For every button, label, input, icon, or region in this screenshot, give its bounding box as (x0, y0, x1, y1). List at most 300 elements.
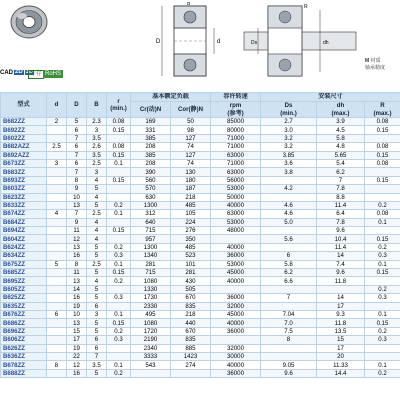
cell-rpm: 53000 (211, 185, 261, 193)
cell-cr: 1080 (131, 277, 171, 285)
cell-rpm: 32000 (211, 302, 261, 310)
cell-D: 9 (67, 185, 87, 193)
cell-d (47, 327, 67, 335)
cell-ds: 7.04 (261, 310, 317, 318)
label-R: R (304, 4, 308, 10)
cell-cor: 98 (171, 126, 211, 134)
cell-R (365, 134, 400, 142)
cell-model[interactable]: B633ZZ (1, 201, 47, 209)
label-Ds: Ds (251, 40, 258, 46)
cell-d (47, 168, 67, 176)
cell-cor: 835 (171, 302, 211, 310)
table-row (1, 168, 400, 176)
cell-model[interactable]: B626ZZ (1, 344, 47, 352)
col-mount: 安装尺寸 (261, 93, 400, 102)
cad-2d: 2D (15, 69, 23, 75)
stock-badge: 库存 (30, 71, 43, 77)
cell-ds: 4.6 (261, 210, 317, 218)
cell-r: 0.2 (107, 277, 131, 285)
cell-ds: 4.6 (261, 201, 317, 209)
cell-dh: 4.5 (317, 126, 365, 134)
cell-D: 12 (67, 235, 87, 243)
cell-dh: 6.2 (317, 168, 365, 176)
cell-R: 0.08 (365, 143, 400, 151)
cell-B: 7 (87, 352, 107, 360)
cell-D: 7 (67, 210, 87, 218)
cell-model[interactable]: B675ZZ (1, 260, 47, 268)
cell-B: 5 (87, 369, 107, 377)
cell-B: 4 (87, 227, 107, 235)
cell-d (47, 369, 67, 377)
cell-R: 0.15 (365, 235, 400, 243)
cell-D: 8 (67, 176, 87, 184)
cell-dh: 11.33 (317, 361, 365, 369)
cell-r: 0.2 (107, 369, 131, 377)
cell-cr: 715 (131, 227, 171, 235)
cell-rpm: 30000 (211, 352, 261, 360)
cell-dh: 14 (317, 294, 365, 302)
cell-d (47, 227, 67, 235)
cell-r: 0.1 (107, 159, 131, 167)
cell-cor: 274 (171, 361, 211, 369)
cell-B: 2.5 (87, 210, 107, 218)
table-row (1, 159, 400, 167)
cell-d (47, 285, 67, 293)
cell-model[interactable]: B674ZZ (1, 210, 47, 218)
cell-dh: 5.65 (317, 151, 365, 159)
cad-label: CAD (0, 70, 13, 77)
cell-d (47, 185, 67, 193)
cell-model[interactable]: B678ZZ (1, 361, 47, 369)
cell-ds: 6.6 (261, 277, 317, 285)
cell-cr: 281 (131, 260, 171, 268)
cell-cor: 885 (171, 344, 211, 352)
cell-dh: 11.4 (317, 201, 365, 209)
cell-R: 0.1 (365, 260, 400, 268)
cell-cr: 640 (131, 218, 171, 226)
cell-model[interactable]: B623ZZ (1, 193, 47, 201)
cell-dh: 20 (317, 352, 365, 360)
cell-ds: 3.85 (261, 151, 317, 159)
table-row (1, 176, 400, 184)
cell-model[interactable]: B685ZZ (1, 269, 47, 277)
cell-d: 5 (47, 260, 67, 268)
cell-r (107, 285, 131, 293)
cell-R: 0.1 (365, 361, 400, 369)
cell-B: 3.5 (87, 134, 107, 142)
cell-model[interactable]: B625ZZ (1, 294, 47, 302)
cell-D: 16 (67, 252, 87, 260)
cell-dh: 13.5 (317, 327, 365, 335)
table-row (1, 201, 400, 209)
cell-d (47, 151, 67, 159)
cell-d (47, 134, 67, 142)
cell-rpm (211, 336, 261, 344)
cell-R: 0.15 (365, 126, 400, 134)
cell-B: 4 (87, 277, 107, 285)
cell-cor: 1423 (171, 352, 211, 360)
cell-cor: 485 (171, 201, 211, 209)
table-row (1, 361, 400, 369)
cell-rpm: 40000 (211, 243, 261, 251)
note-marker: M (365, 58, 370, 64)
cell-cr: 570 (131, 185, 171, 193)
cell-D: 19 (67, 302, 87, 310)
cell-R (365, 352, 400, 360)
table-row (1, 210, 400, 218)
col-load: 基本额定负载 (131, 93, 211, 102)
cell-r: 0.2 (107, 327, 131, 335)
cell-R: 0.15 (365, 151, 400, 159)
cell-B: 2.6 (87, 143, 107, 151)
cell-rpm: 32000 (211, 344, 261, 352)
cell-rpm: 40000 (211, 319, 261, 327)
cell-cr: 385 (131, 151, 171, 159)
col-ds: Ds (min.) (261, 102, 317, 118)
cell-D: 6 (67, 159, 87, 167)
cell-cr: 385 (131, 134, 171, 142)
table-row (1, 269, 400, 277)
cell-R (365, 193, 400, 201)
col-model: 型式 (1, 93, 47, 118)
table-row (1, 260, 400, 268)
cell-d (47, 243, 67, 251)
cell-rpm: 71000 (211, 159, 261, 167)
cell-rpm: 36000 (211, 252, 261, 260)
table-row (1, 285, 400, 293)
cell-cor: 74 (171, 143, 211, 151)
cell-D: 10 (67, 310, 87, 318)
cell-ds (261, 285, 317, 293)
table-row (1, 319, 400, 327)
cell-r: 0.3 (107, 336, 131, 344)
cell-R (365, 344, 400, 352)
cell-r: 0.08 (107, 118, 131, 126)
cell-r: 0.3 (107, 294, 131, 302)
cell-ds (261, 176, 317, 184)
cell-dh: 10.4 (317, 235, 365, 243)
cell-model[interactable]: B673ZZ (1, 159, 47, 167)
cell-R (365, 302, 400, 310)
cell-R: 0.3 (365, 252, 400, 260)
cell-R: 0.15 (365, 176, 400, 184)
col-dh: dh (max.) (317, 102, 365, 118)
cell-R: 0.2 (365, 201, 400, 209)
cell-R: 0.2 (365, 327, 400, 335)
cell-d (47, 176, 67, 184)
cell-d (47, 193, 67, 201)
cell-r (107, 218, 131, 226)
cell-D: 7 (67, 168, 87, 176)
cell-cr: 390 (131, 168, 171, 176)
cell-D: 17 (67, 336, 87, 344)
cell-cr: 2330 (131, 302, 171, 310)
cell-cr: 208 (131, 159, 171, 167)
cell-dh: 8.8 (317, 193, 365, 201)
cell-ds: 5.8 (261, 260, 317, 268)
cell-B: 5 (87, 327, 107, 335)
cell-model[interactable]: B606ZZ (1, 336, 47, 344)
cell-D: 13 (67, 319, 87, 327)
cell-model[interactable]: B605ZZ (1, 285, 47, 293)
cell-r (107, 168, 131, 176)
cell-cor: 505 (171, 285, 211, 293)
cell-D: 13 (67, 201, 87, 209)
cell-rpm: 63000 (211, 151, 261, 159)
table-row (1, 235, 400, 243)
cell-model[interactable]: B636ZZ (1, 352, 47, 360)
cell-ds: 7.0 (261, 319, 317, 327)
table-row (1, 336, 400, 344)
cell-r (107, 185, 131, 193)
cell-dh: 14 (317, 252, 365, 260)
cell-cr: 208 (131, 143, 171, 151)
cell-r: 0.1 (107, 210, 131, 218)
cell-cr: 2190 (131, 336, 171, 344)
cell-B: 6 (87, 302, 107, 310)
cell-R: 0.08 (365, 159, 400, 167)
cell-cr: 331 (131, 126, 171, 134)
cad-3d: 3D (25, 69, 34, 75)
cell-model[interactable]: B604ZZ (1, 235, 47, 243)
cell-B: 3 (87, 126, 107, 134)
cell-cr (131, 369, 171, 377)
cell-model[interactable]: B635ZZ (1, 302, 47, 310)
cell-r: 0.15 (107, 126, 131, 134)
cell-cr: 3333 (131, 352, 171, 360)
cell-ds: 3.2 (261, 143, 317, 151)
cell-cor: 218 (171, 310, 211, 318)
cell-B: 3 (87, 310, 107, 318)
label-D: D (156, 39, 161, 45)
cell-cor: 350 (171, 235, 211, 243)
cell-cor: 74 (171, 159, 211, 167)
cell-cr: 560 (131, 176, 171, 184)
bearing-cross-section-diagram (150, 2, 230, 80)
cell-dh: 9.6 (317, 269, 365, 277)
cell-dh: 7 (317, 176, 365, 184)
cell-d (47, 201, 67, 209)
cell-d (47, 302, 67, 310)
cell-ds: 9.6 (261, 369, 317, 377)
cell-d (47, 277, 67, 285)
cell-R (365, 185, 400, 193)
cell-rpm: 63000 (211, 168, 261, 176)
cell-r: 0.15 (107, 176, 131, 184)
cell-r: 0.15 (107, 269, 131, 277)
cell-B: 5 (87, 243, 107, 251)
cell-rpm: 40000 (211, 361, 261, 369)
cell-dh: 9.3 (317, 310, 365, 318)
cell-dh: 3.9 (317, 118, 365, 126)
table-row (1, 327, 400, 335)
cell-D: 16 (67, 369, 87, 377)
cell-R: 0.2 (365, 285, 400, 293)
cell-model[interactable]: B692ZZ (1, 126, 47, 134)
cell-model[interactable]: B683ZZ (1, 168, 47, 176)
bearing-spec-table (0, 92, 400, 378)
cell-dh: 14.4 (317, 369, 365, 377)
cell-D: 13 (67, 277, 87, 285)
cell-model[interactable]: B603ZZ (1, 185, 47, 193)
col-D: D (67, 93, 87, 118)
cell-cor: 835 (171, 336, 211, 344)
cell-ds: 3.0 (261, 126, 317, 134)
cell-r (107, 193, 131, 201)
cell-ds (261, 302, 317, 310)
cell-dh: 6.4 (317, 210, 365, 218)
cell-ds: 9.05 (261, 361, 317, 369)
cell-model[interactable]: B682ZZ (1, 118, 47, 126)
cell-cor: 127 (171, 134, 211, 142)
cell-r (107, 344, 131, 352)
cell-dh: 15 (317, 336, 365, 344)
cell-R (365, 168, 400, 176)
cell-rpm (211, 285, 261, 293)
cell-R (365, 227, 400, 235)
label-B: B (187, 2, 191, 7)
cell-B: 5 (87, 269, 107, 277)
table-row (1, 277, 400, 285)
cell-R: 0.3 (365, 336, 400, 344)
cell-rpm: 36000 (211, 369, 261, 377)
cell-ds: 7.5 (261, 327, 317, 335)
cell-model[interactable]: B684ZZ (1, 218, 47, 226)
cell-rpm: 71000 (211, 134, 261, 142)
cell-B: 5 (87, 201, 107, 209)
cell-model[interactable]: B686ZZ (1, 319, 47, 327)
bearing-photo (4, 2, 54, 42)
cell-r: 0.15 (107, 151, 131, 159)
table-row (1, 252, 400, 260)
cell-ds: 4.2 (261, 185, 317, 193)
cell-r: 0.1 (107, 310, 131, 318)
cell-D: 14 (67, 285, 87, 293)
cell-cr: 543 (131, 361, 171, 369)
table-row (1, 151, 400, 159)
cell-B: 5 (87, 294, 107, 302)
cell-ds: 6.2 (261, 269, 317, 277)
cell-cr: 495 (131, 310, 171, 318)
cell-ds (261, 344, 317, 352)
cell-r (107, 302, 131, 310)
cell-ds: 5.0 (261, 218, 317, 226)
cell-d (47, 126, 67, 134)
cell-rpm: 45000 (211, 310, 261, 318)
cell-cor: 105 (171, 210, 211, 218)
cell-cr: 1300 (131, 243, 171, 251)
cell-R (365, 277, 400, 285)
cell-D: 6 (67, 126, 87, 134)
product-header (0, 0, 400, 92)
cell-model[interactable]: B695ZZ (1, 277, 47, 285)
cell-B: 2.3 (87, 118, 107, 126)
cell-ds: 3.2 (261, 134, 317, 142)
cell-model[interactable]: B692AZZ (1, 151, 47, 159)
table-row (1, 118, 400, 126)
cell-cor: 224 (171, 218, 211, 226)
cell-D: 12 (67, 361, 87, 369)
label-dh: dh (323, 40, 329, 46)
cell-dh: 11.4 (317, 243, 365, 251)
cell-D: 15 (67, 327, 87, 335)
cell-model[interactable]: B688ZZ (1, 369, 47, 377)
cell-rpm: 85000 (211, 118, 261, 126)
cell-B: 6 (87, 336, 107, 344)
cell-D: 10 (67, 193, 87, 201)
cell-ds: 7 (261, 294, 317, 302)
cell-rpm: 50000 (211, 193, 261, 201)
cell-rpm: 36000 (211, 294, 261, 302)
cell-D: 7 (67, 151, 87, 159)
table-row (1, 193, 400, 201)
table-row (1, 344, 400, 352)
rohs-badge: RoHS (45, 71, 62, 77)
cell-D: 13 (67, 243, 87, 251)
table-row (1, 243, 400, 251)
cell-cor: 130 (171, 168, 211, 176)
cell-cr: 1300 (131, 201, 171, 209)
cell-B: 5 (87, 185, 107, 193)
cell-model[interactable]: B693ZZ (1, 176, 47, 184)
cell-D: 5 (67, 118, 87, 126)
cell-d (47, 235, 67, 243)
cell-model[interactable]: B696ZZ (1, 327, 47, 335)
col-B: B (87, 93, 107, 118)
cell-cor (171, 369, 211, 377)
cell-ds (261, 352, 317, 360)
cell-model[interactable]: B682AZZ (1, 143, 47, 151)
cell-model[interactable]: B634ZZ (1, 252, 47, 260)
cell-ds: 8 (261, 336, 317, 344)
cell-d: 8 (47, 361, 67, 369)
cell-dh: 7.8 (317, 218, 365, 226)
cell-dh: 17 (317, 302, 365, 310)
note (365, 58, 385, 72)
cell-cor: 523 (171, 252, 211, 260)
cell-dh: 11.8 (317, 277, 365, 285)
cell-dh: 17 (317, 344, 365, 352)
note-line1: 材质 (370, 58, 381, 64)
cell-R: 0.2 (365, 369, 400, 377)
cell-ds: 5.6 (261, 235, 317, 243)
cell-model[interactable]: B602ZZ (1, 134, 47, 142)
cell-B: 4 (87, 235, 107, 243)
cell-B: 5 (87, 285, 107, 293)
cell-R: 0.3 (365, 294, 400, 302)
cell-d (47, 336, 67, 344)
cell-model[interactable]: B676ZZ (1, 310, 47, 318)
cell-r: 0.3 (107, 252, 131, 260)
table-row (1, 185, 400, 193)
cell-d (47, 352, 67, 360)
cell-cr: 2340 (131, 344, 171, 352)
cell-d: 4 (47, 210, 67, 218)
cell-model[interactable]: B694ZZ (1, 227, 47, 235)
cell-d (47, 294, 67, 302)
cell-dh: 9.6 (317, 227, 365, 235)
cell-d (47, 344, 67, 352)
cell-cor: 670 (171, 294, 211, 302)
cell-R: 0.08 (365, 210, 400, 218)
cell-d (47, 269, 67, 277)
cell-rpm: 53000 (211, 260, 261, 268)
cell-model[interactable]: B624ZZ (1, 243, 47, 251)
cell-dh: 11.8 (317, 319, 365, 327)
note-line2: 轴承精度 (365, 65, 386, 71)
mounting-diagram (240, 2, 360, 80)
cell-cor: 276 (171, 227, 211, 235)
